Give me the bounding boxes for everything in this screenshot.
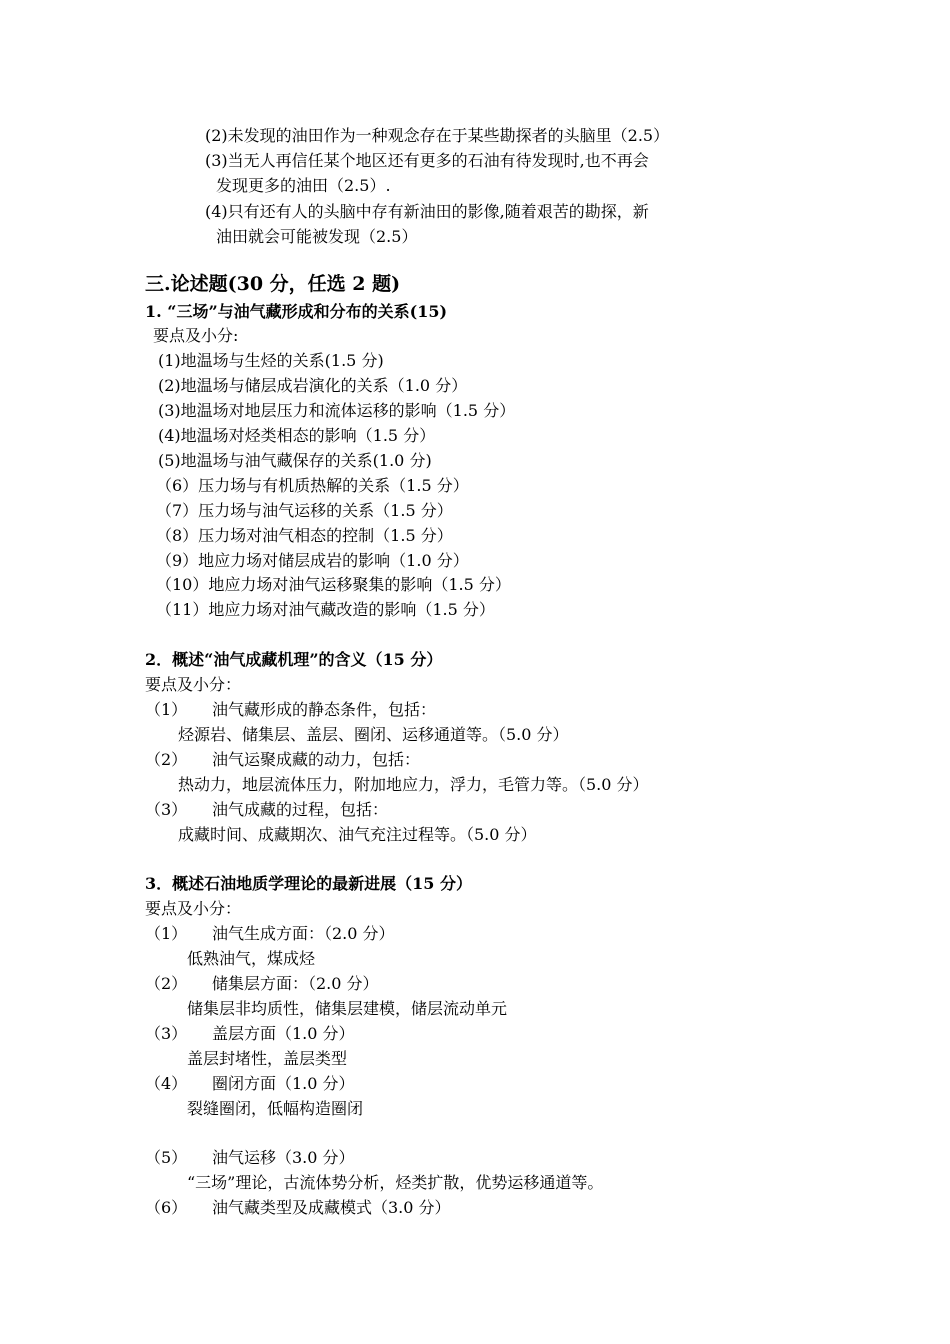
q2-point-3-detail: 成藏时间、成藏期次、油气充注过程等。（5.0 分） bbox=[178, 825, 537, 844]
q3-point-3-num: （3） bbox=[145, 1024, 188, 1043]
q3-point-1-detail: 低熟油气，煤成烃 bbox=[187, 949, 316, 968]
intro-item-3-line2: 发现更多的油田（2.5）. bbox=[216, 176, 391, 195]
q1-point-9: （9）地应力场对储层成岩的影响（1.0 分） bbox=[156, 551, 469, 570]
q3-point-4-detail: 裂缝圈闭，低幅构造圈闭 bbox=[187, 1099, 364, 1118]
q3-point-3-label: 盖层方面（1.0 分） bbox=[212, 1024, 355, 1043]
q1-point-11: （11）地应力场对油气藏改造的影响（1.5 分） bbox=[156, 600, 495, 619]
q3-point-1-num: （1） bbox=[145, 924, 188, 943]
intro-item-4-line1: (4)只有还有人的头脑中存有新油田的影像,随着艰苦的勘探，新 bbox=[205, 202, 649, 221]
q3-point-5-detail: “三场”理论，古流体势分析，烃类扩散，优势运移通道等。 bbox=[187, 1173, 604, 1192]
q3-point-2-label: 储集层方面：（2.0 分） bbox=[212, 974, 379, 993]
intro-item-2: (2)未发现的油田作为一种观念存在于某些勘探者的头脑里（2.5） bbox=[205, 126, 670, 145]
q2-point-3-num: （3） bbox=[145, 800, 188, 819]
q1-intro: 要点及小分: bbox=[153, 326, 239, 345]
q2-point-2-num: （2） bbox=[145, 750, 188, 769]
q3-point-4-label: 圈闭方面（1.0 分） bbox=[212, 1074, 355, 1093]
intro-item-3-line1: (3)当无人再信任某个地区还有更多的石油有待发现时,也不再会 bbox=[205, 151, 649, 170]
q3-title: 3．概述石油地质学理论的最新进展（15 分） bbox=[145, 874, 472, 893]
q1-point-10: （10）地应力场对油气运移聚集的影响（1.5 分） bbox=[156, 575, 511, 594]
q2-title: 2．概述“油气成藏机理”的含义（15 分） bbox=[145, 650, 443, 669]
q3-point-4-num: （4） bbox=[145, 1074, 188, 1093]
section-heading: 三.论述题(30 分，任选 2 题) bbox=[145, 273, 401, 295]
q1-point-6: （6）压力场与有机质热解的关系（1.5 分） bbox=[156, 476, 469, 495]
q2-point-1-detail: 烃源岩、储集层、盖层、圈闭、运移通道等。（5.0 分） bbox=[178, 725, 569, 744]
q3-point-3-detail: 盖层封堵性，盖层类型 bbox=[187, 1049, 348, 1068]
q1-point-5: (5)地温场与油气藏保存的关系(1.0 分) bbox=[158, 451, 432, 470]
q3-point-2-num: （2） bbox=[145, 974, 188, 993]
q1-point-8: （8）压力场对油气相态的控制（1.5 分） bbox=[156, 526, 453, 545]
q3-point-5-num: （5） bbox=[145, 1148, 188, 1167]
q1-point-2: (2)地温场与储层成岩演化的关系（1.0 分） bbox=[158, 376, 468, 395]
q1-point-4: (4)地温场对烃类相态的影响（1.5 分） bbox=[158, 426, 436, 445]
q3-point-5-label: 油气运移（3.0 分） bbox=[212, 1148, 355, 1167]
q2-point-1-label: 油气藏形成的静态条件，包括： bbox=[212, 700, 437, 719]
q2-point-2-detail: 热动力，地层流体压力，附加地应力，浮力，毛管力等。（5.0 分） bbox=[178, 775, 649, 794]
intro-item-4-line2: 油田就会可能被发现（2.5） bbox=[216, 227, 418, 246]
q1-point-1: (1)地温场与生烃的关系(1.5 分) bbox=[158, 351, 384, 370]
q3-point-6-label: 油气藏类型及成藏模式（3.0 分） bbox=[212, 1198, 451, 1217]
q3-point-6-num: （6） bbox=[145, 1198, 188, 1217]
q3-point-1-label: 油气生成方面：（2.0 分） bbox=[212, 924, 395, 943]
q2-point-2-label: 油气运聚成藏的动力，包括： bbox=[212, 750, 421, 769]
q1-point-7: （7）压力场与油气运移的关系（1.5 分） bbox=[156, 501, 453, 520]
q2-point-3-label: 油气成藏的过程，包括： bbox=[212, 800, 389, 819]
q2-intro: 要点及小分： bbox=[145, 675, 242, 694]
q2-point-1-num: （1） bbox=[145, 700, 188, 719]
q3-intro: 要点及小分： bbox=[145, 899, 242, 918]
q1-point-3: (3)地温场对地层压力和流体运移的影响（1.5 分） bbox=[158, 401, 516, 420]
q3-point-2-detail: 储集层非均质性，储集层建模，储层流动单元 bbox=[187, 999, 508, 1018]
q1-title: 1. “三场”与油气藏形成和分布的关系(15) bbox=[145, 302, 448, 321]
